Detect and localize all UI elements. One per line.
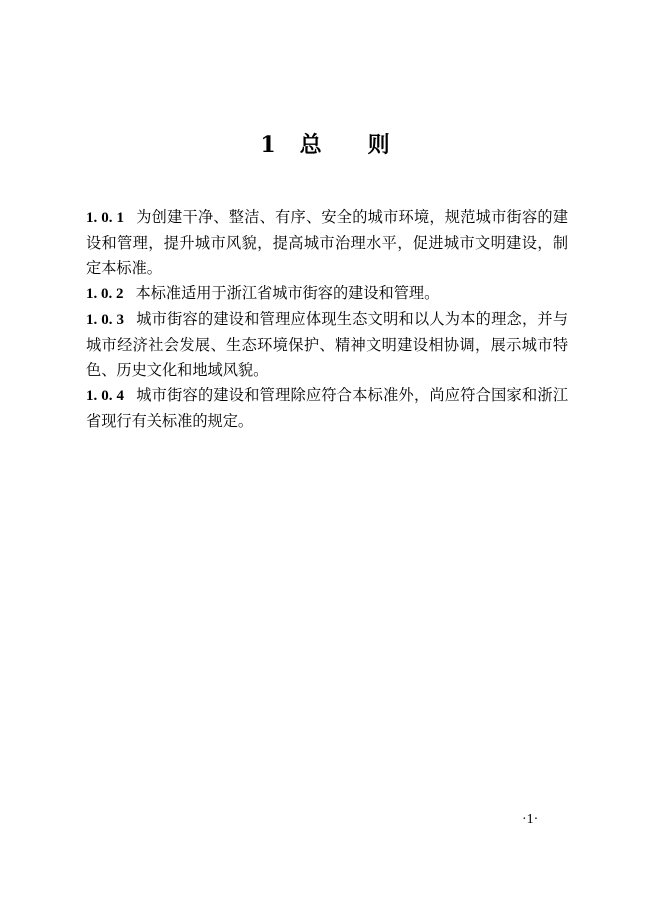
clause-number: 1. 0. 1 bbox=[86, 210, 124, 226]
clause-text: 本标准适用于浙江省城市街容的建设和管理。 bbox=[135, 284, 440, 302]
clause-number: 1. 0. 2 bbox=[86, 286, 124, 302]
clause-1-0-1 bbox=[86, 205, 568, 281]
clause-text: 城市街容的建设和管理除应符合本标准外，尚应符合国家和浙江省现行有关标准的规定。 bbox=[86, 386, 569, 430]
chapter-title-char-1: 总 bbox=[299, 132, 322, 158]
clause-text: 为创建干净、整洁、有序、安全的城市环境，规范城市街容的建设和管理，提升城市风貌，提高城市治理水平，促进城市文明建设，制定本标准。 bbox=[86, 208, 569, 277]
chapter-title bbox=[0, 128, 650, 159]
chapter-body bbox=[86, 205, 568, 434]
clause-number: 1. 0. 4 bbox=[86, 388, 124, 404]
page-number: ·1· bbox=[522, 812, 539, 827]
clause-1-0-2 bbox=[86, 281, 568, 307]
chapter-title-char-2: 则 bbox=[367, 132, 390, 158]
clause-1-0-4 bbox=[86, 383, 568, 434]
chapter-number: 1 bbox=[260, 132, 276, 158]
clause-text: 城市街容的建设和管理应体现生态文明和以人为本的理念，并与城市经济社会发展、生态环境保护、精神文明建设相协调，展示城市特色、历史文化和地域风貌。 bbox=[86, 310, 569, 379]
clause-1-0-3 bbox=[86, 307, 568, 383]
clause-number: 1. 0. 3 bbox=[86, 312, 124, 328]
